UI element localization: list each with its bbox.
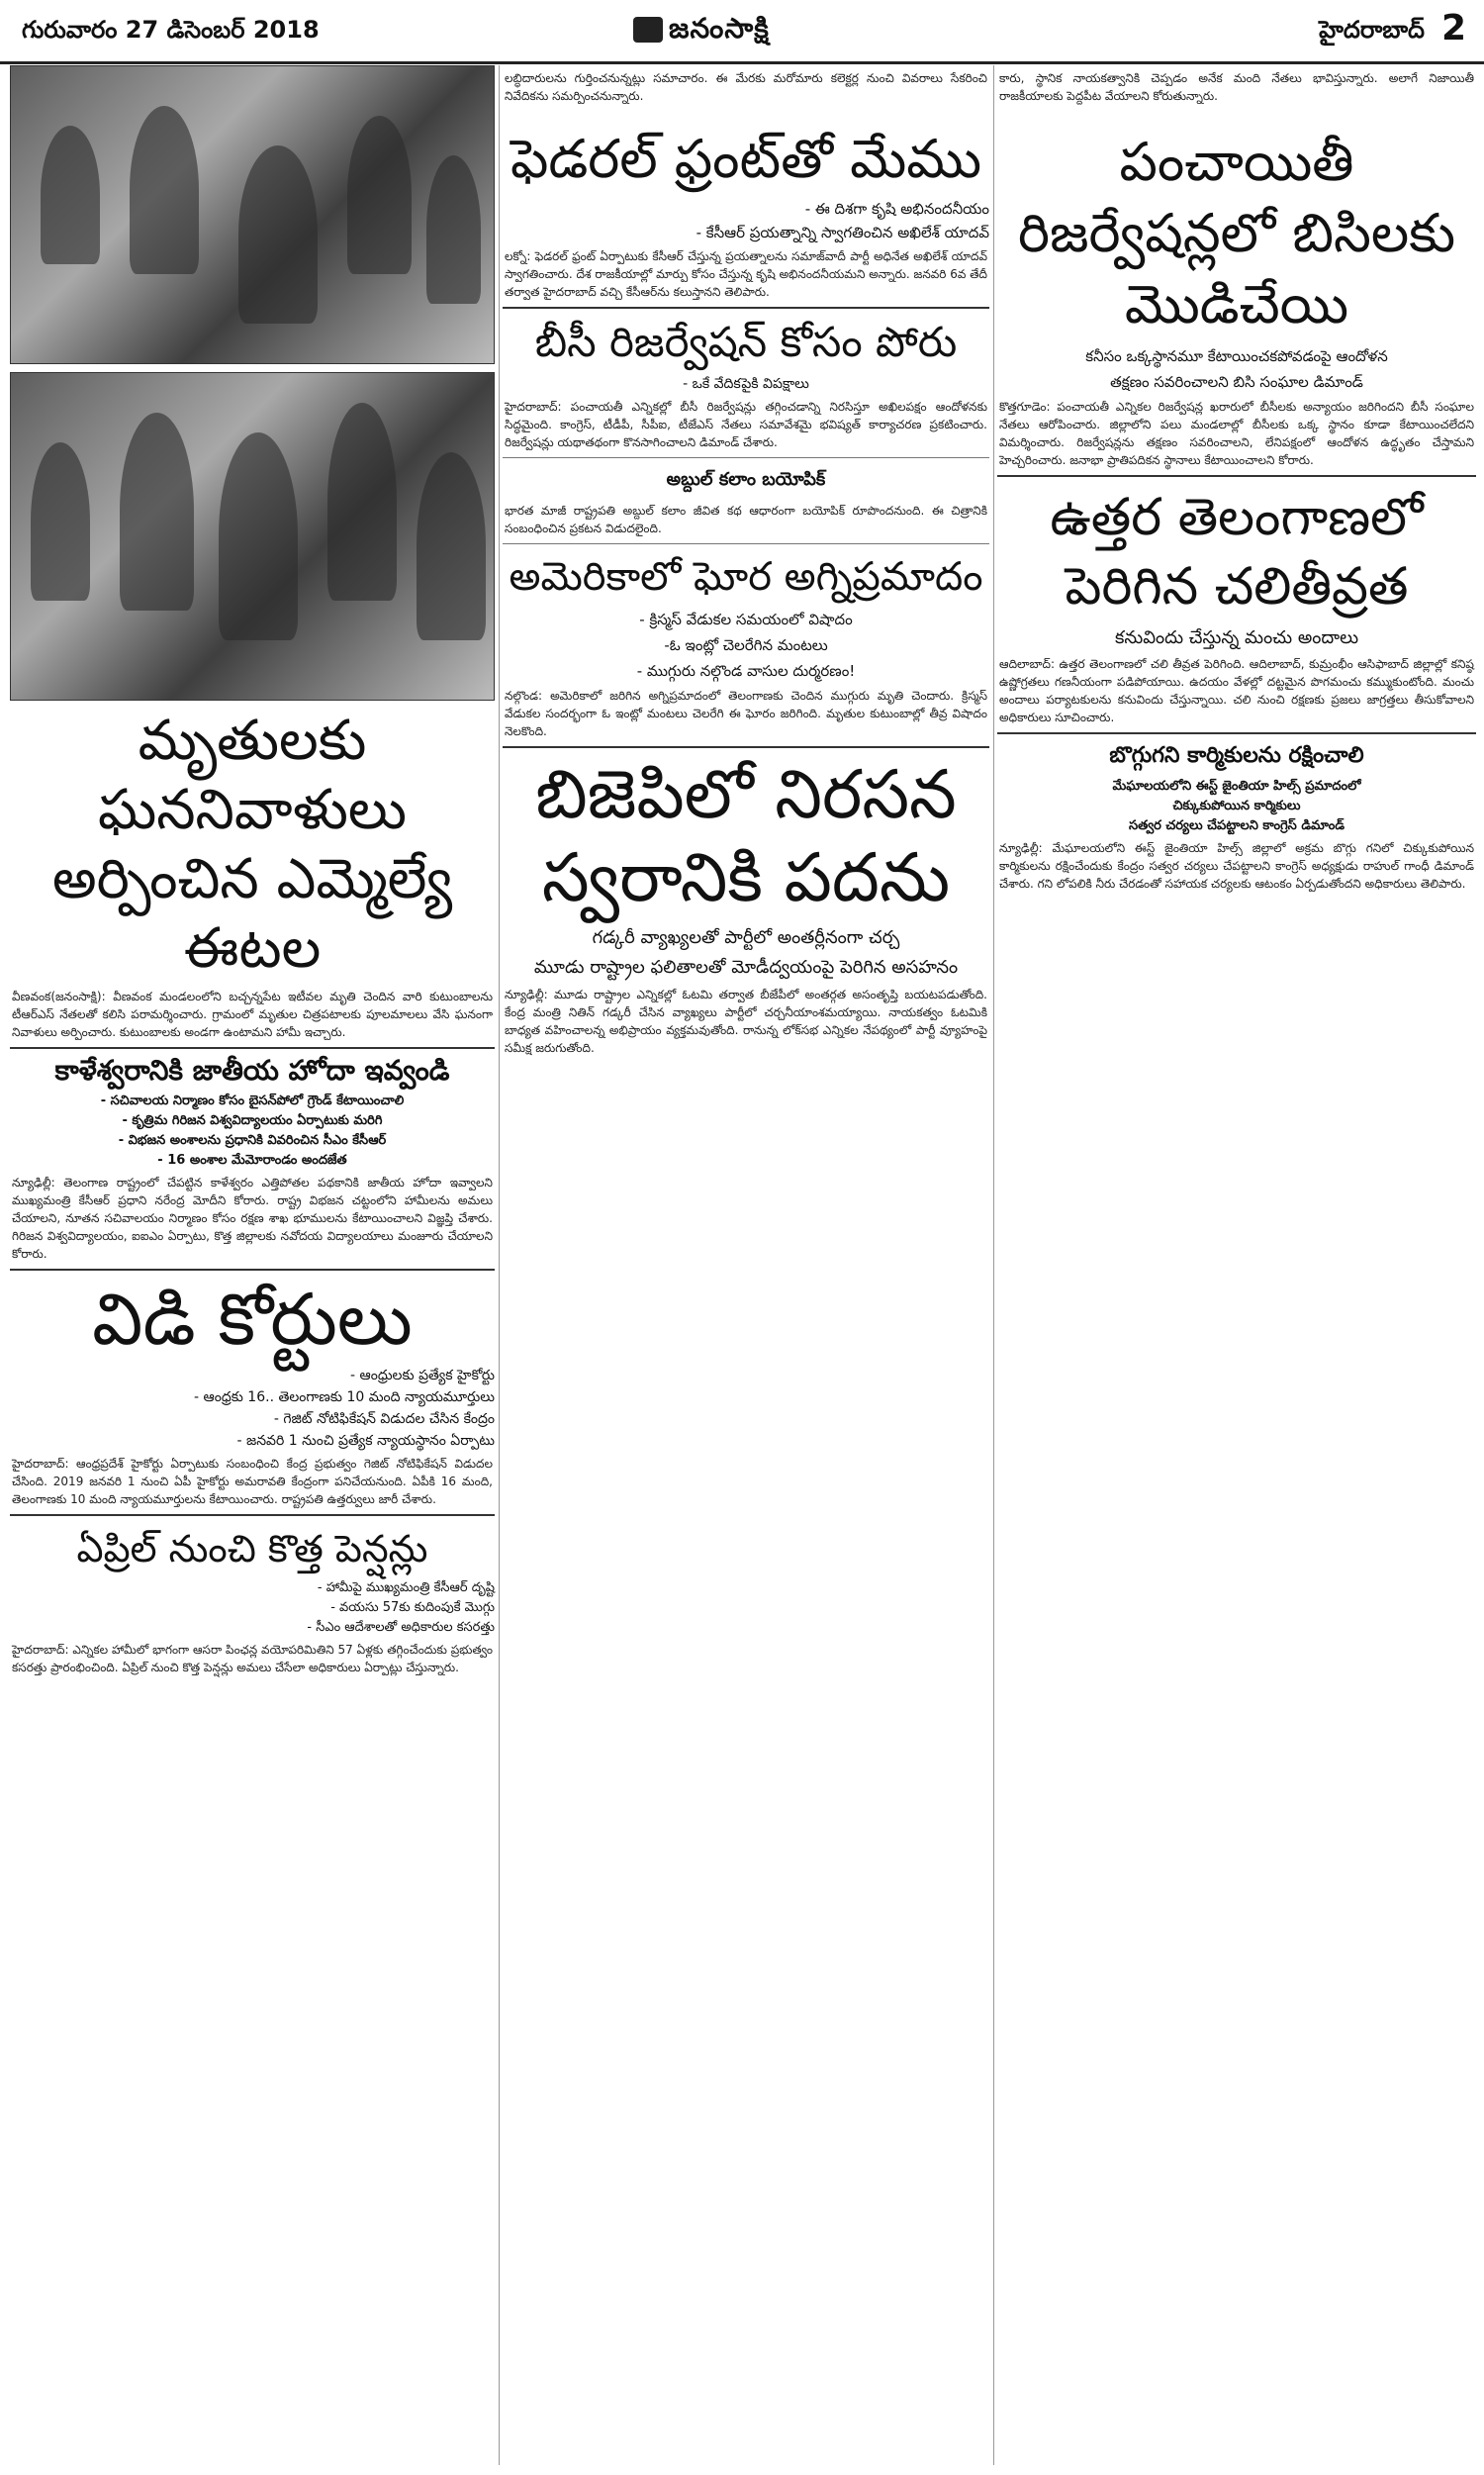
page-number: 2 xyxy=(1440,8,1466,48)
subheading: చిక్కుకుపోయిన కార్మికులు xyxy=(1172,799,1301,813)
column-divider xyxy=(993,65,994,2465)
masthead-title: జనంసాక్షి xyxy=(669,12,770,45)
column-middle xyxy=(503,65,989,1061)
column-left xyxy=(10,65,495,1680)
masthead-logo-icon xyxy=(633,17,663,43)
subheading: మూడు రాష్ట్రాల ఫలితాలతో మోడీద్వయంపై పెరిగిన అసహనం xyxy=(533,957,959,978)
subheading: - వయసు 57కు కుదింపుకే మొగ్గు xyxy=(330,1600,495,1615)
subheading: - గెజిట్ నోటిఫికేషన్ విడుదల చేసిన కేంద్రం xyxy=(273,1411,495,1427)
page-header xyxy=(0,0,1484,64)
subheading: - సీఎం ఆదేశాలతో అధికారుల కసరత్తు xyxy=(307,1620,495,1635)
article-body: వీణవంక(జనంసాక్షి): వీణవంక మండలంలోని బచ్చన్నపేట ఇటీవల మృతి చెందిన వారి కుటుంబాలను టీఆర్‌ఎస్ నేతలతో కలిసి పరామర్శించారు. గ్రామంలో మృతుల చిత్రపటాలకు పూలమాలలు వేసి ఘనంగా నివాళులు అర్పించారు. కుటుంబాలకు అండగా ఉంటామని హామీ ఇచ్చారు. xyxy=(12,990,493,1039)
article-body: న్యూఢిల్లీ: తెలంగాణ రాష్ట్రంలో చేపట్టిన కాళేశ్వరం ఎత్తిపోతల పథకానికి జాతీయ హోదా ఇవ్వాలని ముఖ్యమంత్రి కేసీఆర్ ప్రధాని నరేంద్ర మోదీని కోరారు. రాష్ట్ర విభజన చట్టంలోని హామీలను అమలు చేయాలని, నూతన సచివాలయం నిర్మాణం కోసం రక్షణ శాఖ భూములను కేటాయించాలని విజ్ఞప్తి చేశారు. గిరిజన విశ్వవిద్యాలయం, ఐఐఎం ఏర్పాటు, కొత్త జిల్లాలకు నవోదయ విద్యాలయాలు మంజూరు చేయాలని కోరారు. xyxy=(12,1176,493,1261)
subheading: - 16 అంశాల మేమోరాండం అందజేత xyxy=(157,1153,347,1168)
subheading: - సచివాలయ నిర్మాణం కోసం బైసన్‌పోలో గ్రౌండ్ కేటాయించాలి xyxy=(100,1094,405,1108)
headline-tributes: మృతులకు ఘననివాళులు అర్పించిన ఎమ్మెల్యే ఈటల xyxy=(51,709,453,981)
article-body: న్యూఢిల్లీ: మేఘాలయలోని ఈస్ట్ జైంతియా హిల్స్ జిల్లాలో అక్రమ బొగ్గు గనిలో చిక్కుకుపోయిన కార్మికులను రక్షించేందుకు కేంద్రం సత్వర చర్యలు చేపట్టాలని కాంగ్రెస్ అధ్యక్షుడు రాహుల్ గాంధీ డిమాండ్ చేశారు. గని లోపలికి నీరు చేరడంతో సహాయక చర్యలకు ఆటంకం ఏర్పడుతోందని అధికారులు తెలిపారు. xyxy=(999,841,1474,891)
article-body: లబ్ధిదారులను గుర్తించనున్నట్లు సమాచారం. ఈ మేరకు మరోమారు కలెక్టర్ల నుంచి వివరాలు సేకరించి నివేదికను సమర్పించనున్నారు. xyxy=(505,71,987,103)
subheading: - ఆంధ్రులకు ప్రత్యేక హైకోర్టు xyxy=(350,1368,495,1383)
subheading: - కృత్రిమ గిరిజన విశ్వవిద్యాలయం ఏర్పాటుకు మరిగి xyxy=(122,1113,383,1128)
article-body: హైదరాబాద్: ఆంధ్రప్రదేశ్ హైకోర్టు ఏర్పాటుకు సంబంధించి కేంద్ర ప్రభుత్వం గెజిట్ నోటిఫికేషన్ విడుదల చేసింది. 2019 జనవరి 1 నుంచి ఏపీ హైకోర్టు అమరావతి కేంద్రంగా పనిచేయనుంది. ఏపీకి 16 మంది, తెలంగాణకు 10 మంది న్యాయమూర్తులను కేటాయించారు. రాష్ట్రపతి ఉత్తర్వులు జారీ చేశారు. xyxy=(12,1457,493,1506)
article-body: హైదరాబాద్: పంచాయతీ ఎన్నికల్లో బీసీ రిజర్వేషన్లు తగ్గించడాన్ని నిరసిస్తూ అఖిలపక్షం ఆందోళనకు సిద్ధమైంది. కాంగ్రెస్, టీడీపీ, సీపీఐ, టీజేఎస్ నేతలు సమావేశమై భవిష్యత్ కార్యాచరణ ప్రకటించారు. రిజర్వేషన్లు యథాతథంగా కొనసాగించాలని డిమాండ్ చేశారు. xyxy=(505,400,987,449)
subheading: - జనవరి 1 నుంచి ప్రత్యేక న్యాయస్థానం ఏర్పాటు xyxy=(236,1433,495,1449)
edition-city: హైదరాబాద్ xyxy=(1319,16,1425,44)
article-body: నల్గొండ: అమెరికాలో జరిగిన అగ్నిప్రమాదంలో తెలంగాణకు చెందిన ముగ్గురు మృతి చెందారు. క్రిస్మస్ వేడుకల సందర్భంగా ఓ ఇంట్లో మంటలు చెలరేగి ఈ ఘోరం జరిగింది. మృతుల కుటుంబాల్లో తీవ్ర విషాదం నెలకొంది. xyxy=(505,689,987,738)
news-photo-2 xyxy=(10,372,495,701)
subheading: తక్షణం సవరించాలని బిసి సంఘాల డిమాండ్ xyxy=(1110,373,1363,391)
column-right xyxy=(997,65,1476,897)
article-body: లక్నో: ఫెడరల్ ఫ్రంట్ ఏర్పాటుకు కేసీఆర్ చేస్తున్న ప్రయత్నాలను సమాజ్‌వాదీ పార్టీ అధినేత అఖిలేశ్ యాదవ్ స్వాగతించారు. దేశ రాజకీయాల్లో మార్పు కోసం చేస్తున్న కృషి అభినందనీయమని అన్నారు. జనవరి 6వ తేదీ తర్వాత హైదరాబాద్ వచ్చి కేసీఆర్‌ను కలుస్తానని తెలిపారు. xyxy=(505,249,988,299)
headline-coal-miners: బొగ్గుగని కార్మికులను రక్షించాలి xyxy=(1109,743,1364,768)
subheading: - కేసీఆర్ ప్రయత్నాన్ని స్వాగతించిన అఖిలేశ్ యాదవ్ xyxy=(696,224,989,241)
headline-bjp-dissent: బిజెపిలో నిరసన స్వరానికి పదను xyxy=(535,756,957,917)
headline-panchayat-reservations: పంచాయితీ రిజర్వేషన్లలో బిసిలకు మొడిచేయి xyxy=(1017,131,1456,335)
subheading: గడ్కరీ వ్యాఖ్యలతో పార్టీలో అంతర్లీనంగా చర్చ xyxy=(592,927,900,948)
headline-bc-reservation: బీసీ రిజర్వేషన్ కోసం పోరు xyxy=(534,318,958,366)
article-body: న్యూఢిల్లీ: మూడు రాష్ట్రాల ఎన్నికల్లో ఓటమి తర్వాత బీజేపీలో అంతర్గత అసంతృప్తి బయటపడుతోంది. కేంద్ర మంత్రి నితిన్ గడ్కరీ చేసిన వ్యాఖ్యలు పార్టీలో చర్చనీయాంశమయ్యాయి. నాయకత్వం ఓటమికి బాధ్యత వహించాలన్న అభిప్రాయం వ్యక్తమవుతోంది. రానున్న లోక్‌సభ ఎన్నికల నేపథ్యంలో పార్టీ వ్యూహంపై సమీక్ష జరుగుతోంది. xyxy=(505,988,987,1055)
headline-pensions: ఏప్రిల్ నుంచి కొత్త పెన్షన్లు xyxy=(76,1527,428,1571)
subheading: కనువిందు చేస్తున్న మంచు అందాలు xyxy=(1114,627,1359,648)
subheading: - ఆంధ్రకు 16.. తెలంగాణకు 10 మంది న్యాయమూర్తులు xyxy=(194,1389,495,1405)
headline-kaleshwaram: కాళేశ్వరానికి జాతీయ హోదా ఇవ్వండి xyxy=(54,1054,450,1087)
subheading: -ఓ ఇంట్లో చెలరేగిన మంటలు xyxy=(664,636,828,654)
headline-us-fire: అమెరికాలో ఘోర అగ్నిప్రమాదం xyxy=(509,554,983,600)
subheading: - ఈ దిశగా కృషి అభినందనీయం xyxy=(804,200,989,218)
subheading: - విభజన అంశాలను ప్రధానికి వివరించిన సీఎం కేసీఆర్ xyxy=(118,1133,387,1148)
article-body: కారు, స్థానిక నాయకత్వానికి చెప్పడం అనేక మంది నేతలు భావిస్తున్నారు. అలాగే నిజాయితీ రాజకీయాలకు పెద్దపీట వేయాలని కోరుతున్నారు. xyxy=(999,71,1474,103)
headline-cold-wave: ఉత్తర తెలంగాణలో పెరిగిన చలితీవ్రత xyxy=(1050,488,1424,617)
issue-date: గురువారం 27 డిసెంబర్ 2018 xyxy=(22,16,320,44)
column-divider xyxy=(499,65,500,2465)
subheading: కనీసం ఒక్కస్థానమూ కేటాయించకపోవడంపై ఆందోళన xyxy=(1085,347,1388,365)
headline-kalam-biopic: అబ్దుల్ కలాం బయోపిక్ xyxy=(666,469,826,490)
subheading: - ఒకే వేదికపైకి విపక్షాలు xyxy=(683,376,809,392)
news-photo-1 xyxy=(10,65,495,364)
subheading: సత్వర చర్యలు చేపట్టాలని కాంగ్రెస్ డిమాండ్ xyxy=(1129,818,1345,833)
article-body: ఆదిలాబాద్: ఉత్తర తెలంగాణలో చలి తీవ్రత పెరిగింది. ఆదిలాబాద్, కుమ్రంభీం ఆసిఫాబాద్ జిల్లాల్లో కనిష్ఠ ఉష్ణోగ్రతలు గణనీయంగా పడిపోయాయి. ఉదయం వేళల్లో దట్టమైన పొగమంచు కమ్ముకుంటోంది. మంచు అందాలు పర్యాటకులను కనువిందు చేస్తున్నాయి. చలి నుంచి రక్షణకు ప్రజలు జాగ్రత్తలు తీసుకోవాలని అధికారులు సూచించారు. xyxy=(999,657,1474,724)
masthead xyxy=(633,12,770,51)
article-body: హైదరాబాద్: ఎన్నికల హామీలో భాగంగా ఆసరా పింఛన్ల వయోపరిమితిని 57 ఏళ్లకు తగ్గించేందుకు ప్రభుత్వం కసరత్తు ప్రారంభించింది. ఏప్రిల్ నుంచి కొత్త పెన్షన్లు అమలు చేసేలా అధికారులు ఏర్పాట్లు చేస్తున్నారు. xyxy=(12,1643,493,1674)
headline-federal-front: ఫెడరల్ ఫ్రంట్‌తో మేము xyxy=(510,128,982,190)
article-body: కొత్తగూడెం: పంచాయతీ ఎన్నికల రిజర్వేషన్ల ఖరారులో బీసీలకు అన్యాయం జరిగిందని బీసీ సంఘాల నేతలు ఆరోపించారు. జిల్లాలోని పలు మండలాల్లో బీసీలకు ఒక్క స్థానం కూడా కేటాయించలేదని విమర్శించారు. రిజర్వేషన్లను తక్షణం సవరించాలని, లేనిపక్షంలో ఆందోళన ఉద్ధృతం చేస్తామని హెచ్చరించారు. జనాభా ప్రాతిపదికన స్థానాలు కేటాయించాలని కోరారు. xyxy=(999,400,1474,467)
subheading: - ముగ్గురు నల్గొండ వాసుల దుర్మరణం! xyxy=(636,662,856,680)
subheading: మేఘాలయలోని ఈస్ట్ జైంతియా హిల్స్ ప్రమాదంలో xyxy=(1112,779,1361,794)
article-body: భారత మాజీ రాష్ట్రపతి అబ్దుల్ కలాం జీవిత కథ ఆధారంగా బయోపిక్ రూపొందనుంది. ఈ చిత్రానికి సంబంధించిన ప్రకటన విడుదలైంది. xyxy=(505,504,987,535)
subheading: - హామీపై ముఖ్యమంత్రి కేసీఆర్ దృష్టి xyxy=(317,1580,495,1595)
headline-courts: విడి కోర్టులు xyxy=(92,1278,413,1361)
subheading: - క్రిస్మస్ వేడుకల సమయంలో విషాదం xyxy=(639,611,853,628)
